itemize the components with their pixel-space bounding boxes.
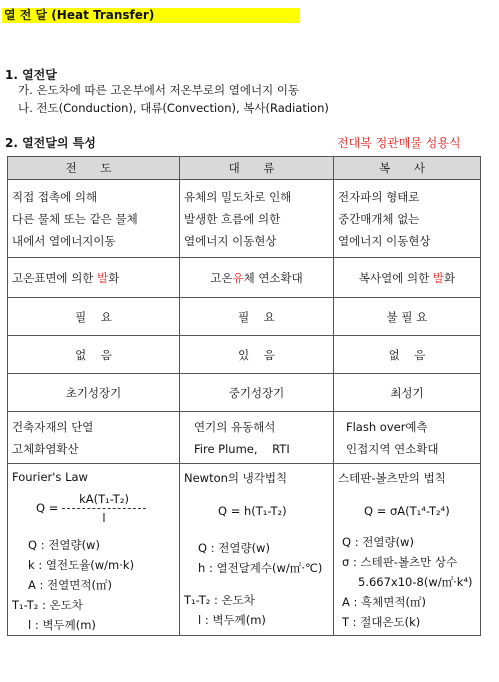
vacuum-conduction: 없 음 — [8, 336, 180, 374]
stefan-boltzmann-formula: Q = σA(T₁⁴-T₂⁴) — [364, 504, 450, 518]
fire-convection: 고온유체 연소확대 — [180, 258, 334, 298]
vacuum-convection: 있 음 — [180, 336, 334, 374]
medium-row — [8, 298, 481, 336]
law-radiation — [334, 464, 481, 636]
example-conduction: 건축자재의 단열 고체화염확산 — [8, 412, 180, 464]
law-name: 스테판-볼츠만의 법칙 — [338, 471, 446, 485]
section2-heading: 2. 열전달의 특성 — [5, 136, 96, 150]
newton-formula: Q = h(T₁-T₂) — [218, 504, 287, 518]
document-title: 열 전 달 (Heat Transfer) — [2, 8, 300, 23]
desc-conduction: 직접 접촉에 의해 다른 물체 또는 같은 물체 내에서 열에너지이동 — [8, 180, 180, 258]
law-row — [8, 464, 481, 636]
header-conduction: 전 도 — [8, 157, 180, 180]
section1-item-2: 나. 전도(Conduction), 대류(Convection), 복사(Radiation) — [18, 101, 329, 115]
convection-variables: Q : 전열량(w) h : 열전달계수(w/㎡·℃) T₁-T₂ : 온도차 l : 벽두께(m) — [184, 541, 323, 627]
desc-radiation: 전자파의 형태로 중간매개체 없는 열에너지 이동현상 — [334, 180, 481, 258]
fourier-formula: Q = $\frac{\text{kA(T₁-T₂)}}{l}$ — [36, 492, 175, 525]
stage-convection: 중기성장기 — [180, 374, 334, 412]
law-convection — [180, 464, 334, 636]
example-row — [8, 412, 481, 464]
stage-row — [8, 374, 481, 412]
example-convection: 연기의 유동해석 Fire Plume, RTI — [180, 412, 334, 464]
conduction-variables: Q : 전열량(w) k : 열전도율(w/m·k) A : 전열면적(㎡) T₁-T₂ : 온도차 l : 벽두께(m) — [12, 538, 135, 632]
description-row — [8, 180, 481, 258]
header-convection: 대 류 — [180, 157, 334, 180]
header-radiation: 복 사 — [334, 157, 481, 180]
stage-conduction: 초기성장기 — [8, 374, 180, 412]
desc-convection: 유체의 밀도차로 인해 발생한 흐름에 의한 열에너지 이동현상 — [180, 180, 334, 258]
section1-item-1: 가. 온도차에 따른 고온부에서 저온부로의 열에너지 이동 — [18, 83, 300, 97]
law-name: Fourier's Law — [12, 470, 88, 484]
section1-heading: 1. 열전달 — [5, 68, 57, 82]
medium-convection: 필 요 — [180, 298, 334, 336]
heat-transfer-table — [7, 156, 481, 636]
fire-conduction: 고온표면에 의한 발화 — [8, 258, 180, 298]
medium-radiation: 불 필 요 — [334, 298, 481, 336]
example-radiation: Flash over예측 인접지역 연소확대 — [334, 412, 481, 464]
mnemonic-note: 전대복 정관매물 성용식 — [337, 136, 461, 150]
fire-radiation: 복사열에 의한 발화 — [334, 258, 481, 298]
stage-radiation: 최성기 — [334, 374, 481, 412]
medium-conduction: 필 요 — [8, 298, 180, 336]
vacuum-radiation: 없 음 — [334, 336, 481, 374]
law-name: Newton의 냉각법칙 — [184, 471, 288, 485]
vacuum-row — [8, 336, 481, 374]
law-conduction — [8, 464, 180, 636]
fire-row — [8, 258, 481, 298]
radiation-variables: Q : 전열량(w) σ : 스테판-볼츠만 상수 5.667x10-8(w/㎡·k⁴) A : 흑체면적(㎡) T : 절대온도(k) — [342, 535, 473, 629]
header-row — [8, 157, 481, 180]
